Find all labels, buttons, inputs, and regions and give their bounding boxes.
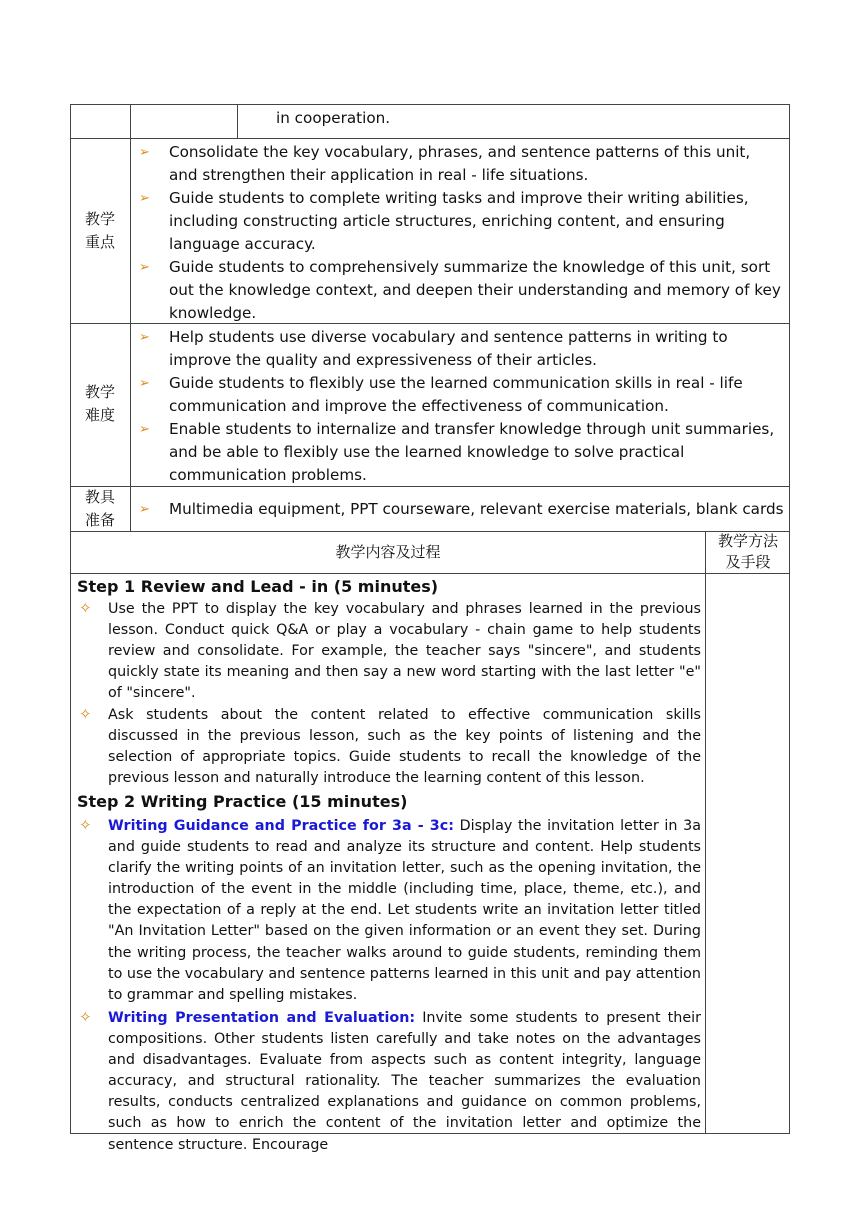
diamond-bullet-icon: ✧ bbox=[79, 1008, 92, 1026]
prep-label: 教具准备 bbox=[84, 488, 115, 529]
arrow-bullet-icon: ➢ bbox=[139, 260, 150, 275]
step-title: Step 2 Writing Practice (15 minutes) bbox=[77, 792, 408, 811]
step-item bbox=[108, 705, 701, 789]
step-item bbox=[108, 1008, 701, 1153]
difficulty-item: Enable students to internalize and transfer knowledge through unit summaries, and be able to flexibly use the learned knowledge to solve practical communication problems. bbox=[169, 420, 775, 484]
difficulty-label: 教学难度 bbox=[84, 383, 115, 424]
table-border bbox=[70, 138, 790, 139]
diamond-bullet-icon: ✧ bbox=[79, 599, 92, 617]
process-title: 教学内容及过程 bbox=[335, 543, 441, 561]
arrow-bullet-icon: ➢ bbox=[139, 422, 150, 437]
objective-continuation: in cooperation. bbox=[276, 109, 391, 127]
methods-title: 教学方法及手段 bbox=[717, 532, 778, 571]
step-item-heading: Writing Presentation and Evaluation: bbox=[108, 1010, 416, 1026]
step-item-text: Use the PPT to display the key vocabulary and phrases learned in the previous lesson. Conduct quick Q&A or play a vocabulary - chain game to help students review and consolidate. For example, the teacher says "sincere", and students quickly state its meaning and then say a new word starting with the last letter "e" of "sincere". bbox=[108, 601, 701, 702]
step-title: Step 1 Review and Lead - in (5 minutes) bbox=[77, 577, 439, 596]
table-border bbox=[70, 573, 790, 574]
table-border bbox=[237, 104, 238, 138]
step-item-text: Ask students about the content related to effective communication skills discussed in the previous lesson, such as the key points of listening and the selection of appropriate topics. Guide students to recall the knowledge of the previous lesson and naturally introduce the learning content of this lesson. bbox=[108, 707, 701, 787]
step-item bbox=[108, 816, 701, 1006]
arrow-bullet-icon: ➢ bbox=[139, 330, 150, 345]
arrow-bullet-icon: ➢ bbox=[139, 376, 150, 391]
difficulty-item: Guide students to flexibly use the learned communication skills in real - life communication and improve the effectiveness of communication. bbox=[169, 374, 743, 415]
step-item-heading: Writing Guidance and Practice for 3a - 3c: bbox=[108, 818, 454, 834]
step-item-text: Display the invitation letter in 3a and guide students to read and analyze its structure and content. Help students clarify the writing points of an invitation letter, such as the opening invitation, the introduction of the event in the middle (including time, place, theme, etc.), and the expectation of a reply at the end. Let students write an invitation letter titled "An Invitation Letter" based on the given information or an event they set. During the writing process, the teacher walks around to guide students, reminding them to use the vocabulary and sentence patterns learned in this unit and pay attention to grammar and spelling mistakes. bbox=[108, 818, 701, 1003]
table-border bbox=[130, 104, 131, 531]
prep-text: Multimedia equipment, PPT courseware, relevant exercise materials, blank cards bbox=[169, 500, 784, 518]
step-item bbox=[108, 599, 701, 704]
focus-item: Guide students to complete writing tasks and improve their writing abilities, including constructing article structures, enriching content, and ensuring language accuracy. bbox=[169, 189, 749, 253]
focus-item: Consolidate the key vocabulary, phrases, and sentence patterns of this unit, and strengthen their application in real - life situations. bbox=[169, 143, 751, 184]
arrow-bullet-icon: ➢ bbox=[139, 191, 150, 206]
arrow-bullet-icon: ➢ bbox=[139, 145, 150, 160]
table-border bbox=[789, 104, 790, 1134]
diamond-bullet-icon: ✧ bbox=[79, 705, 92, 723]
table-border bbox=[705, 531, 706, 1133]
diamond-bullet-icon: ✧ bbox=[79, 816, 92, 834]
table-border bbox=[70, 531, 790, 532]
step-item-text: Invite some students to present their compositions. Other students listen carefully and take notes on the advantages and disadvantages. Evaluate from aspects such as content integrity, language accuracy, and structural rationality. The teacher summarizes the evaluation results, conducts centralized explanations and guidance on common problems, such as how to enrich the content of the invitation letter and optimize the sentence structure. Encourage bbox=[108, 1010, 701, 1153]
table-border bbox=[70, 104, 71, 1134]
focus-label: 教学重点 bbox=[84, 210, 115, 251]
focus-item: Guide students to comprehensively summarize the knowledge of this unit, sort out the knowledge context, and deepen their understanding and memory of key knowledge. bbox=[169, 258, 781, 322]
table-border bbox=[70, 104, 790, 105]
difficulty-item: Help students use diverse vocabulary and sentence patterns in writing to improve the quality and expressiveness of their articles. bbox=[169, 328, 728, 369]
arrow-bullet-icon: ➢ bbox=[139, 502, 150, 517]
